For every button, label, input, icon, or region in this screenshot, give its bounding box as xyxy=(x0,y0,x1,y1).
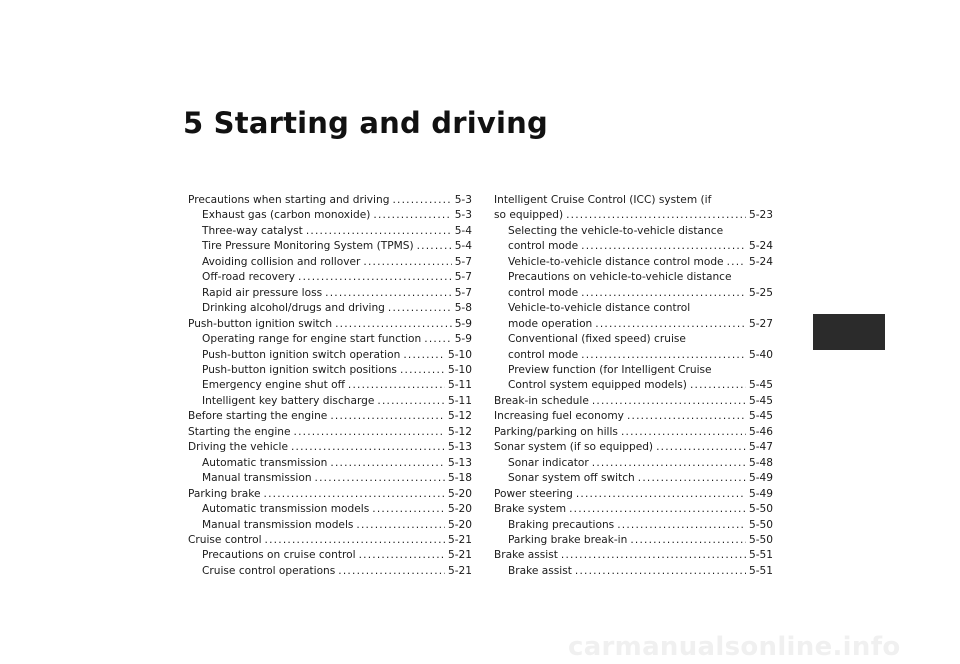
toc-entry[interactable] xyxy=(188,487,472,502)
toc-entry-title: control mode xyxy=(508,240,579,253)
toc-page-number: 5-12 xyxy=(447,425,472,438)
toc-leader-dots xyxy=(356,518,445,533)
toc-page-number: 5-50 xyxy=(748,533,773,546)
toc-leader-dots xyxy=(566,208,746,223)
toc-leader-dots xyxy=(291,440,445,455)
toc-entry-title: control mode xyxy=(508,348,579,361)
toc-subentry[interactable] xyxy=(494,471,773,486)
toc-entry[interactable] xyxy=(188,317,472,332)
toc-leader-dots xyxy=(377,394,445,409)
toc-page-number: 5-50 xyxy=(748,518,773,531)
toc-page-number: 5-21 xyxy=(447,533,472,546)
toc-entry-title: Tire Pressure Monitoring System (TPMS) xyxy=(202,240,414,253)
toc-leader-dots xyxy=(561,548,746,563)
toc-page-number: 5-4 xyxy=(454,224,472,237)
toc-leader-dots xyxy=(306,224,452,239)
toc-leader-dots xyxy=(359,548,445,563)
toc-page-number: 5-9 xyxy=(454,317,472,330)
toc-leader-dots xyxy=(298,270,452,285)
toc-entry-title: Manual transmission models xyxy=(202,518,354,531)
toc-page-number: 5-24 xyxy=(748,240,773,253)
toc-leader-dots xyxy=(690,378,746,393)
toc-entry-title: Break-in schedule xyxy=(494,394,589,407)
toc-entry-row xyxy=(202,564,472,579)
toc-entry[interactable] xyxy=(494,440,773,455)
toc-page-number: 5-21 xyxy=(447,564,472,577)
toc-entry-row xyxy=(494,394,773,409)
toc-entry-title: Parking/parking on hills xyxy=(494,425,618,438)
toc-entry-title: Exhaust gas (carbon monoxide) xyxy=(202,209,371,222)
toc-entry-row xyxy=(188,533,472,548)
toc-page-number: 5-49 xyxy=(748,487,773,500)
toc-entry[interactable] xyxy=(188,533,472,548)
toc-leader-dots xyxy=(372,502,445,517)
toc-leader-dots xyxy=(575,564,746,579)
toc-leader-dots xyxy=(592,456,746,471)
toc-subentry[interactable] xyxy=(188,502,472,517)
toc-page-number: 5-45 xyxy=(748,379,773,392)
toc-entry-title: so equipped) xyxy=(494,209,564,222)
toc-entry-row xyxy=(494,502,773,517)
toc-entry-title: Precautions on cruise control xyxy=(202,549,356,562)
toc-leader-dots xyxy=(621,425,746,440)
toc-entry-row xyxy=(202,548,472,563)
toc-entry-row xyxy=(188,440,472,455)
toc-page-number: 5-49 xyxy=(748,472,773,485)
toc-entry-title: mode operation xyxy=(508,317,593,330)
toc-subentry[interactable] xyxy=(188,378,472,393)
toc-entry-row xyxy=(202,332,472,347)
toc-entry-title-line: Intelligent Cruise Control (ICC) system (if xyxy=(494,194,712,206)
toc-entry[interactable] xyxy=(494,425,773,440)
toc-entry-title: Brake assist xyxy=(508,564,572,577)
toc-page-number: 5-13 xyxy=(447,456,472,469)
toc-leader-dots xyxy=(325,286,452,301)
toc-entry-title-line: Selecting the vehicle-to-vehicle distance xyxy=(508,224,724,237)
toc-entry-row xyxy=(188,409,472,424)
toc-leader-dots xyxy=(581,239,746,254)
toc-entry-title: Push-button ignition switch operation xyxy=(202,348,401,361)
toc-subentry[interactable] xyxy=(188,224,472,239)
toc-entry-title: Brake assist xyxy=(494,549,558,562)
toc-subentry[interactable] xyxy=(188,332,472,347)
toc-page-number: 5-50 xyxy=(748,503,773,516)
toc-entry-title: Brake system xyxy=(494,503,567,516)
toc-subentry[interactable] xyxy=(188,548,472,563)
toc-page-number: 5-45 xyxy=(748,394,773,407)
toc-leader-dots xyxy=(400,363,445,378)
toc-entry[interactable] xyxy=(188,193,472,208)
toc-page-number: 5-40 xyxy=(748,348,773,361)
toc-subentry[interactable] xyxy=(494,363,773,394)
toc-entry-title: Increasing fuel economy xyxy=(494,410,624,423)
toc-subentry[interactable] xyxy=(188,363,472,378)
toc-leader-dots xyxy=(417,239,452,254)
toc-page-number: 5-11 xyxy=(447,394,472,407)
toc-leader-dots xyxy=(638,471,746,486)
toc-page-number: 5-8 xyxy=(454,302,472,315)
toc-entry-title: Operating range for engine start function xyxy=(202,333,422,346)
toc-page-number: 5-23 xyxy=(748,209,773,222)
toc-entry-row xyxy=(494,409,773,424)
toc-entry-row xyxy=(494,548,773,563)
toc-entry-row xyxy=(494,425,773,440)
toc-entry-row xyxy=(188,193,472,208)
toc-entry-title: Drinking alcohol/drugs and driving xyxy=(202,302,385,315)
toc-entry-title: Three-way catalyst xyxy=(202,224,303,237)
toc-page-number: 5-11 xyxy=(447,379,472,392)
toc-entry-title: Automatic transmission xyxy=(202,456,328,469)
toc-subentry[interactable] xyxy=(494,270,773,301)
toc-entry-row xyxy=(508,533,773,548)
toc-page-number: 5-3 xyxy=(454,194,472,206)
toc-subentry[interactable] xyxy=(494,456,773,471)
toc-entry[interactable] xyxy=(188,409,472,424)
toc-entry-title: Sonar system (if so equipped) xyxy=(494,441,654,454)
toc-column-right xyxy=(494,193,773,579)
toc-entry-title: Manual transmission xyxy=(202,472,312,485)
toc-entry-title: Before starting the engine xyxy=(188,410,328,423)
toc-subentry[interactable] xyxy=(188,301,472,316)
toc-page-number: 5-25 xyxy=(748,286,773,299)
toc-leader-dots xyxy=(617,518,746,533)
toc-entry-row xyxy=(202,471,472,486)
toc-subentry[interactable] xyxy=(188,394,472,409)
toc-leader-dots xyxy=(315,471,445,486)
chapter-title: 5 Starting and driving xyxy=(183,106,548,140)
toc-page-number: 5-10 xyxy=(447,348,472,361)
toc-entry-row xyxy=(508,564,773,579)
toc-page-number: 5-51 xyxy=(748,549,773,562)
toc-leader-dots xyxy=(424,332,451,347)
toc-entry-title: Cruise control operations xyxy=(202,564,336,577)
toc-page-number: 5-3 xyxy=(454,209,472,222)
toc-entry-row xyxy=(188,487,472,502)
toc-entry-row xyxy=(508,348,773,363)
toc-column-left xyxy=(188,193,472,579)
toc-entry-title: Emergency engine shut off xyxy=(202,379,345,392)
toc-entry-title: Sonar indicator xyxy=(508,456,589,469)
toc-entry-row xyxy=(508,286,773,301)
toc-page-number: 5-20 xyxy=(447,487,472,500)
toc-entry-title: Parking brake break-in xyxy=(508,533,628,546)
toc-subentry[interactable] xyxy=(188,270,472,285)
toc-entry-row xyxy=(202,456,472,471)
toc-subentry[interactable] xyxy=(188,286,472,301)
toc-entry-title: Sonar system off switch xyxy=(508,472,635,485)
toc-entry-row xyxy=(188,425,472,440)
toc-subentry[interactable] xyxy=(494,332,773,363)
watermark-text: carmanualsonline.info xyxy=(568,632,901,662)
toc-page-number: 5-4 xyxy=(454,240,472,253)
toc-leader-dots xyxy=(630,533,746,548)
toc-entry-title: Push-button ignition switch xyxy=(188,317,333,330)
toc-page-number: 5-48 xyxy=(748,456,773,469)
toc-entry-row xyxy=(202,502,472,517)
toc-entry-title: Push-button ignition switch positions xyxy=(202,363,397,376)
toc-entry-row xyxy=(494,487,773,502)
toc-entry-row xyxy=(202,224,472,239)
toc-leader-dots xyxy=(576,487,746,502)
toc-entry-row xyxy=(508,239,773,254)
toc-entry[interactable] xyxy=(494,193,773,224)
toc-page-number: 5-7 xyxy=(454,271,472,284)
toc-subentry[interactable] xyxy=(494,564,773,579)
toc-leader-dots xyxy=(348,378,445,393)
toc-leader-dots xyxy=(363,255,451,270)
toc-leader-dots xyxy=(569,502,746,517)
toc-entry-row xyxy=(202,239,472,254)
toc-entry-title: Intelligent key battery discharge xyxy=(202,394,375,407)
toc-entry-row xyxy=(508,378,773,393)
toc-entry-title: Vehicle-to-vehicle distance control mode xyxy=(508,255,724,268)
toc-leader-dots xyxy=(595,317,746,332)
toc-leader-dots xyxy=(388,301,452,316)
toc-leader-dots xyxy=(392,193,451,208)
toc-subentry[interactable] xyxy=(188,564,472,579)
toc-entry-title: Cruise control xyxy=(188,533,262,546)
toc-entry-row xyxy=(508,456,773,471)
toc-page-number: 5-47 xyxy=(748,441,773,454)
toc-entry-row xyxy=(202,301,472,316)
toc-leader-dots xyxy=(656,440,746,455)
toc-subentry[interactable] xyxy=(494,301,773,332)
chapter-tab-marker xyxy=(813,314,885,350)
toc-entry-row xyxy=(202,363,472,378)
toc-subentry[interactable] xyxy=(188,518,472,533)
toc-entry[interactable] xyxy=(494,487,773,502)
toc-entry-title: Precautions when starting and driving xyxy=(188,194,390,206)
toc-entry-title: Power steering xyxy=(494,487,573,500)
toc-entry-row xyxy=(202,286,472,301)
toc-subentry[interactable] xyxy=(494,518,773,533)
toc-entry-title-line: Vehicle-to-vehicle distance control xyxy=(508,302,691,315)
toc-entry[interactable] xyxy=(188,440,472,455)
toc-entry-title: control mode xyxy=(508,286,579,299)
toc-entry-row xyxy=(508,317,773,332)
toc-entry[interactable] xyxy=(494,394,773,409)
toc-page-number: 5-7 xyxy=(454,255,472,268)
toc-page-number: 5-27 xyxy=(748,317,773,330)
toc-entry-row xyxy=(202,255,472,270)
toc-page-number: 5-21 xyxy=(447,549,472,562)
toc-entry[interactable] xyxy=(494,409,773,424)
toc-subentry[interactable] xyxy=(188,348,472,363)
toc-leader-dots xyxy=(581,286,746,301)
toc-page-number: 5-45 xyxy=(748,410,773,423)
toc-entry[interactable] xyxy=(494,548,773,563)
toc-page-number: 5-18 xyxy=(447,472,472,485)
toc-entry-title: Off-road recovery xyxy=(202,271,296,284)
toc-subentry[interactable] xyxy=(188,239,472,254)
toc-leader-dots xyxy=(265,533,445,548)
toc-entry-title: Automatic transmission models xyxy=(202,503,370,516)
toc-leader-dots xyxy=(592,394,746,409)
toc-page-number: 5-46 xyxy=(748,425,773,438)
toc-page-number: 5-10 xyxy=(447,363,472,376)
toc-entry-row xyxy=(508,518,773,533)
toc-entry[interactable] xyxy=(494,502,773,517)
toc-subentry[interactable] xyxy=(188,255,472,270)
toc-leader-dots xyxy=(627,409,746,424)
toc-subentry[interactable] xyxy=(188,208,472,223)
toc-entry-row xyxy=(508,471,773,486)
toc-leader-dots xyxy=(581,348,746,363)
toc-subentry[interactable] xyxy=(188,456,472,471)
toc-entry-title: Control system equipped models) xyxy=(508,379,687,392)
toc-entry-title-line: Precautions on vehicle-to-vehicle distance xyxy=(508,271,732,284)
toc-entry-title: Driving the vehicle xyxy=(188,441,288,454)
toc-leader-dots xyxy=(727,255,746,270)
toc-entry-title-line: Preview function (for Intelligent Cruise xyxy=(508,363,712,376)
toc-entry-row xyxy=(202,394,472,409)
toc-entry-row xyxy=(202,270,472,285)
toc-leader-dots xyxy=(330,456,445,471)
toc-leader-dots xyxy=(335,317,452,332)
toc-subentry[interactable] xyxy=(494,255,773,270)
toc-page-number: 5-9 xyxy=(454,333,472,346)
toc-entry-title: Braking precautions xyxy=(508,518,615,531)
toc-entry-row xyxy=(494,440,773,455)
toc-entry-row xyxy=(202,378,472,393)
toc-page-number: 5-20 xyxy=(447,503,472,516)
toc-page-number: 5-12 xyxy=(447,410,472,423)
toc-subentry[interactable] xyxy=(494,533,773,548)
toc-entry[interactable] xyxy=(188,425,472,440)
toc-entry-row xyxy=(494,208,773,223)
toc-leader-dots xyxy=(338,564,445,579)
toc-leader-dots xyxy=(294,425,445,440)
toc-page-number: 5-51 xyxy=(748,564,773,577)
toc-entry-title: Parking brake xyxy=(188,487,261,500)
toc-entry-title: Rapid air pressure loss xyxy=(202,286,323,299)
toc-entry-row xyxy=(188,317,472,332)
toc-entry-title: Avoiding collision and rollover xyxy=(202,255,361,268)
toc-page-number: 5-7 xyxy=(454,286,472,299)
toc-leader-dots xyxy=(373,208,451,223)
toc-leader-dots xyxy=(264,487,445,502)
toc-entry-row xyxy=(508,255,773,270)
toc-subentry[interactable] xyxy=(494,224,773,255)
toc-leader-dots xyxy=(330,409,445,424)
toc-entry-title-line: Conventional (fixed speed) cruise xyxy=(508,333,686,346)
toc-page-number: 5-20 xyxy=(447,518,472,531)
toc-leader-dots xyxy=(403,348,445,363)
toc-entry-row xyxy=(202,348,472,363)
toc-entry-row xyxy=(202,518,472,533)
toc-page-number: 5-24 xyxy=(748,255,773,268)
toc-subentry[interactable] xyxy=(188,471,472,486)
toc-entry-row xyxy=(202,208,472,223)
toc-entry-title: Starting the engine xyxy=(188,425,291,438)
toc-page-number: 5-13 xyxy=(447,441,472,454)
